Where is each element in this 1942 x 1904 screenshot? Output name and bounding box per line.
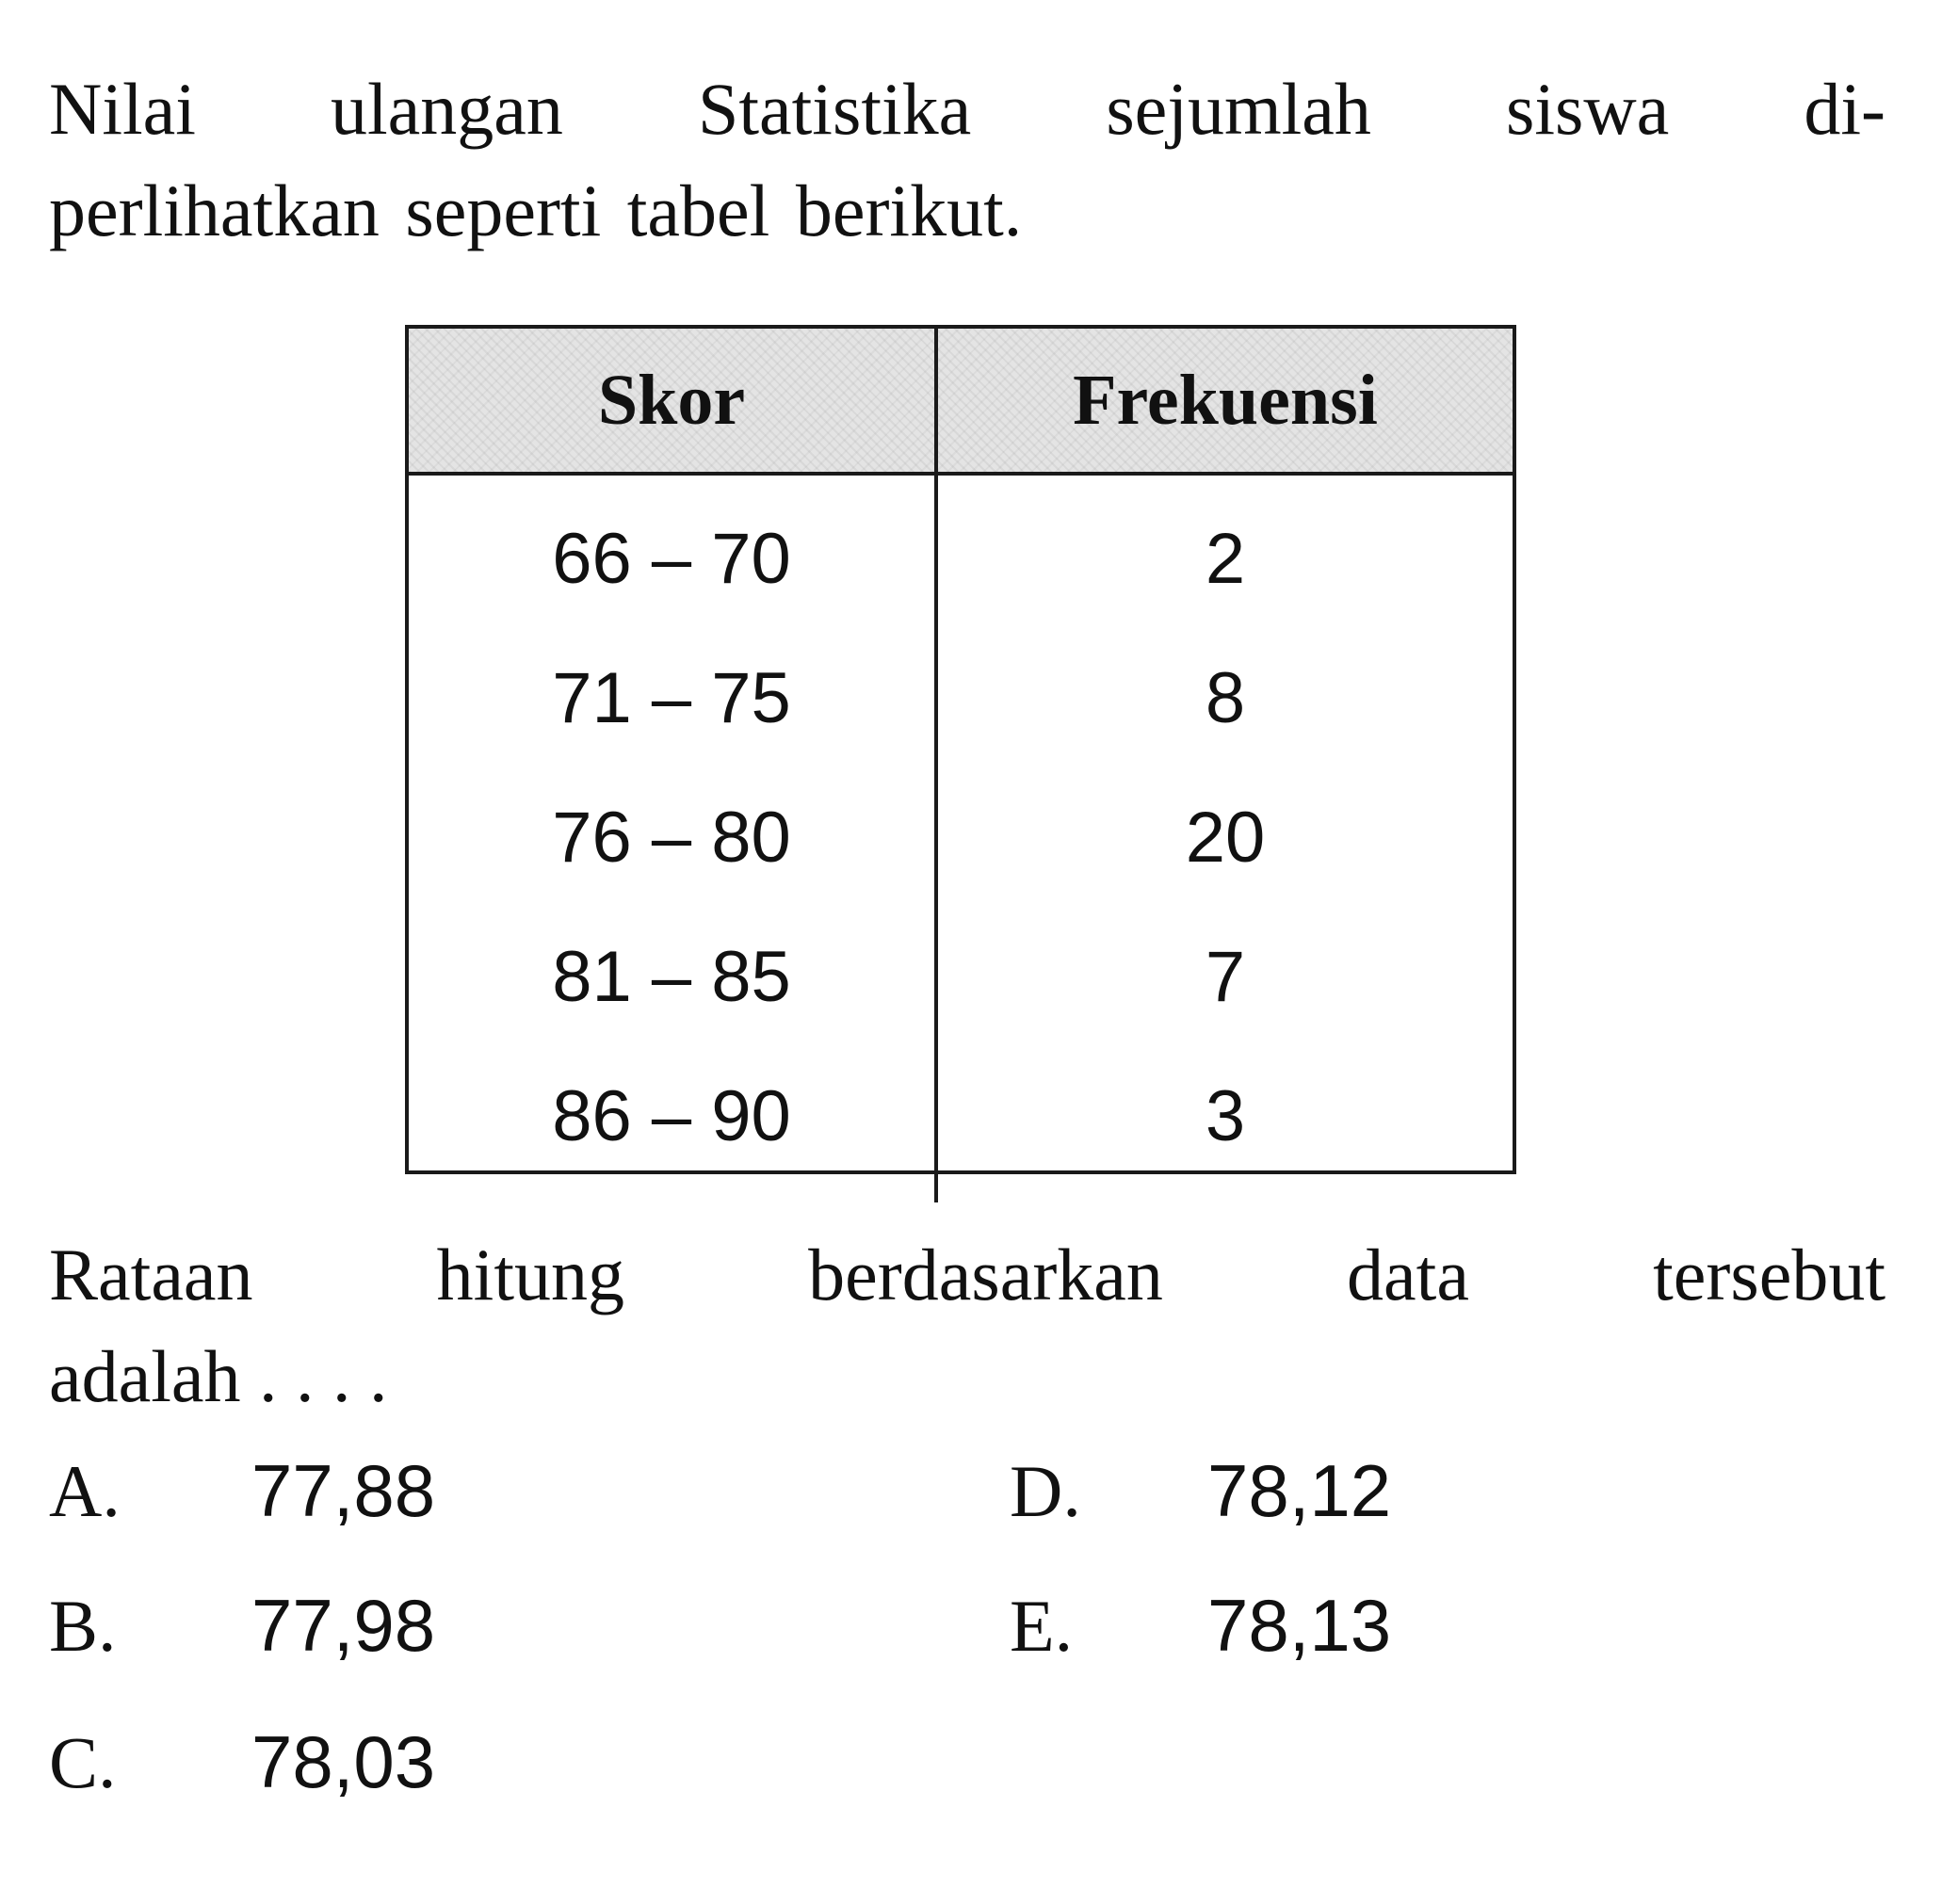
frequency-table-grid <box>409 329 1513 1202</box>
intro-paragraph <box>49 58 1885 262</box>
option-b[interactable] <box>49 1573 435 1677</box>
score-range-cell: 81 – 85 <box>409 907 936 1046</box>
option-e[interactable] <box>1010 1573 1391 1677</box>
option-value: 78,12 <box>1207 1449 1392 1532</box>
option-letter: A. <box>49 1450 121 1532</box>
score-range-cell: 76 – 80 <box>409 767 936 907</box>
option-d[interactable] <box>1010 1439 1391 1542</box>
option-value: 78,13 <box>1207 1584 1392 1667</box>
header-frekuensi: Frekuensi <box>936 329 1513 474</box>
table-header-row <box>409 329 1513 474</box>
frequency-cell: 8 <box>1205 657 1246 738</box>
option-letter: D. <box>1010 1450 1081 1532</box>
option-value: 77,98 <box>251 1584 436 1667</box>
option-value: 78,03 <box>251 1720 436 1803</box>
table-row <box>409 907 1513 1046</box>
score-range-cell: 71 – 75 <box>409 628 936 767</box>
frequency-cell: 2 <box>1205 518 1246 599</box>
intro-line-1: Nilai ulangan Statistika sejumlah siswa di- <box>49 68 1885 150</box>
option-letter: C. <box>49 1721 117 1803</box>
frequency-cell: 20 <box>1185 797 1266 878</box>
frequency-table <box>405 325 1516 1174</box>
table-row <box>409 628 1513 767</box>
score-range-cell: 66 – 70 <box>409 474 936 628</box>
question-line-1: Rataan hitung berdasarkan data tersebut <box>49 1234 1885 1315</box>
frequency-cell: 7 <box>1205 936 1246 1017</box>
option-c[interactable] <box>49 1710 435 1814</box>
question-line-2: adalah . . . . <box>49 1335 388 1417</box>
frequency-cell: 3 <box>1205 1075 1246 1156</box>
table-row <box>409 767 1513 907</box>
question-paragraph <box>49 1224 1885 1428</box>
answer-options <box>49 1439 1885 1844</box>
header-skor: Skor <box>409 329 936 474</box>
option-letter: E. <box>1010 1585 1074 1667</box>
option-value: 77,88 <box>251 1449 436 1532</box>
table-row <box>409 1046 1513 1202</box>
score-range-cell: 86 – 90 <box>409 1046 936 1202</box>
intro-line-2: perlihatkan seperti tabel berikut. <box>49 169 1023 251</box>
option-letter: B. <box>49 1585 117 1667</box>
option-a[interactable] <box>49 1439 435 1542</box>
table-row <box>409 474 1513 628</box>
